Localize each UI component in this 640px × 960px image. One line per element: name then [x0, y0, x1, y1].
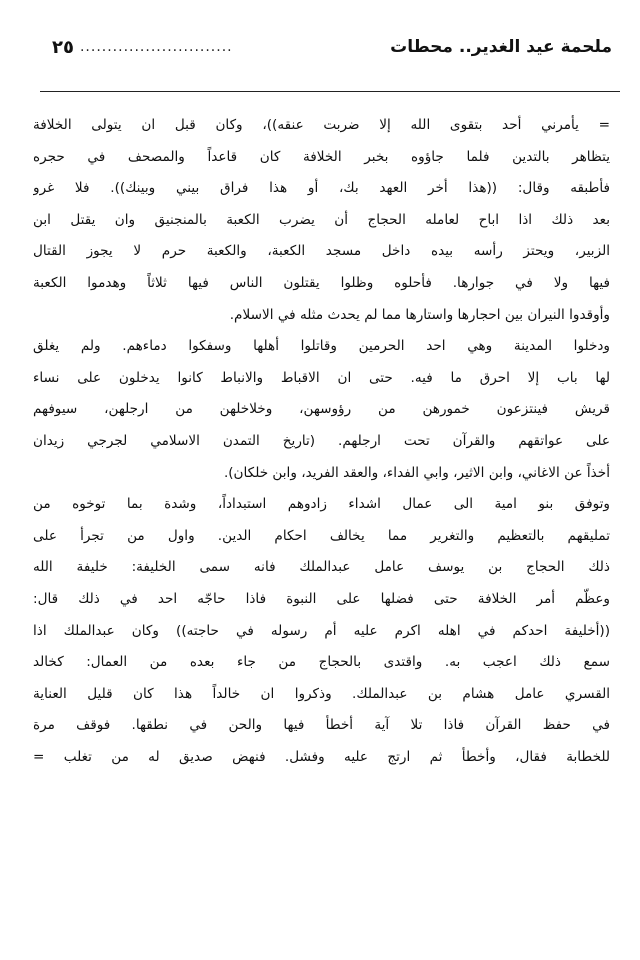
text-line: وتوفق بنو امية الى عمال اشداء زادوهم استبداداً، وشدة بما توخوه من: [33, 496, 610, 513]
text-line: في حفظ القرآن فاذا تلا آية أخطأ فيها والحن في نطقها. فوقف مرة: [33, 717, 610, 734]
page-number: ٢٥: [52, 36, 74, 58]
text-line: = يأمرني أحد بتقوى الله إلا ضربت عنقه))، وكان قبل ان يتولى الخلافة: [33, 117, 610, 133]
text-line: ودخلوا المدينة وهي احد الحرمين وقاتلوا أهلها وسفكوا دماءهم. ولم يغلق: [33, 338, 610, 355]
text-line: وعظّم أمر الخلافة حتى فضلها على النبوة فاذا حاجّه احد في ذلك قال:: [33, 590, 610, 607]
header-title: ملحمة عيد الغدير.. محطات: [390, 37, 612, 57]
header-rule: [40, 91, 620, 92]
body-text: [33, 110, 610, 773]
text-line: القسري عامل هشام بن عبدالملك. وذكروا ان خالداً هذا كان قليل العناية: [33, 685, 610, 702]
text-line: لها باب إلا احرق ما فيه. حتى ان الاقباط والانباط كانوا يدخلون على نساء: [33, 369, 610, 386]
text-line: للخطابة فقال، وأخطأ ثم ارتج عليه وفشل. فنهض صديق له من تغلب =: [33, 748, 610, 765]
running-header: [52, 30, 612, 64]
text-line: فيها ولا في جوارها. فأحلوه وظلوا يقتلون الناس فيها ثلاثاً وهدموا الكعبة: [33, 274, 610, 291]
text-line: يتظاهر بالتدين فلما جاؤوه بخبر الخلافة كان قاعداً والمصحف في حجره: [33, 148, 610, 165]
header-dot-leader: ............................: [79, 39, 233, 55]
text-line: على عواتقهم والقرآن تحت ارجلهم. (تاريخ التمدن الاسلامي لجرجي زيدان: [33, 432, 610, 449]
text-line: وأوقدوا النيران بين احجارها واستارها مما لم يحدث مثله في الاسلام.: [229, 306, 610, 323]
text-line: ((أخليفة احدكم في اهله اكرم عليه أم رسوله في حاجته)) وكان عبدالملك اذا: [33, 622, 610, 639]
text-line: قريش فينتزعون خمورهن من رؤوسهن، وخلاخلهن من ارجلهن، سيوفهم: [33, 401, 610, 418]
text-line: تمليقهم بالتعظيم والتغرير مما يخالف احكام الدين. واول من تجرأ على: [33, 527, 610, 544]
text-line: بعد ذلك اذا اباح لعامله الحجاج أن يضرب الكعبة بالمنجنيق وان يقتل ابن: [33, 211, 610, 228]
text-line: سمع ذلك اعجب به. واقتدى بالحجاج من جاء بعده من العمال: كخالد: [33, 654, 610, 671]
text-line: الزبير، ويحتز رأسه بيده داخل مسجد الكعبة، والكعبة حرم لا يجوز القتال: [33, 243, 610, 260]
text-line: ذلك الحجاج بن يوسف عامل عبدالملك فانه سمى الخليفة: خليفة الله: [33, 559, 610, 576]
text-line: فأطبقه وقال: ((هذا أخر العهد بك، أو هذا فراق بيني وبينك)). فلا غرو: [33, 180, 610, 197]
text-line: أخذاً عن الاغاني، وابن الاثير، وابي الفداء، والعقد الفريد، وابن خلكان).: [223, 464, 610, 481]
